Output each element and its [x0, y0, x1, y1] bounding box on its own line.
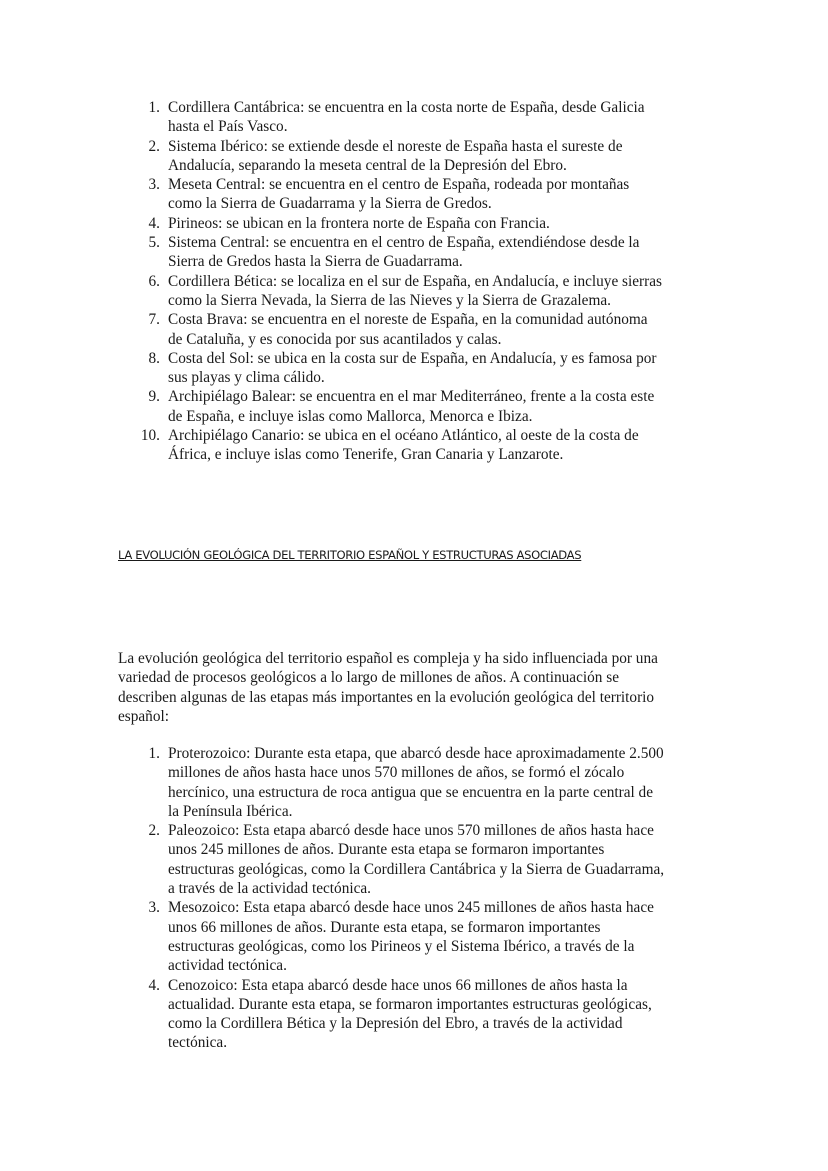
list-item	[118, 175, 738, 214]
list-number: 4.	[148, 976, 160, 994]
list-number: 1.	[148, 745, 160, 762]
list-item-text: actividad tectónica.	[168, 957, 287, 975]
list-item	[118, 426, 738, 465]
list-item	[118, 976, 738, 1053]
list-number: 3.	[148, 899, 160, 917]
list-item-text: Proterozoico: Durante esta etapa, que abarcó desde hace aproximadamente 2.500	[168, 745, 664, 762]
list-item-text: Cenozoico: Esta etapa abarcó desde hace unos 66 millones de años hasta la	[168, 976, 628, 994]
list-item	[118, 821, 738, 898]
list-item-text: hercínico, una estructura de roca antigua que se encuentra en la parte central de	[168, 783, 653, 801]
list-item-text: millones de años hasta hace unos 570 millones de años, se formó el zócalo	[168, 764, 625, 782]
list-number: 1.	[148, 99, 160, 116]
list-item-text: Sistema Ibérico: se extiende desde el noreste de España hasta el sureste de	[168, 137, 623, 155]
list-item-text: de España, e incluye islas como Mallorca, Menorca e Ibiza.	[168, 407, 533, 425]
list-item-text: estructuras geológicas, como la Cordillera Cantábrica y la Sierra de Guadarrama,	[168, 860, 665, 878]
paragraph-line: español:	[118, 707, 169, 725]
geological-eras-list	[118, 744, 738, 1053]
list-item	[118, 387, 738, 426]
list-item-text: actualidad. Durante esta etapa, se formaron importantes estructuras geológicas,	[168, 995, 652, 1013]
list-item	[118, 272, 738, 311]
list-number: 3.	[148, 176, 160, 194]
list-item-text: Costa del Sol: se ubica en la costa sur de España, en Andalucía, y es famosa por	[168, 349, 657, 367]
list-item-text: Pirineos: se ubican en la frontera norte de España con Francia.	[168, 214, 550, 232]
list-number: 4.	[148, 214, 160, 232]
list-item	[118, 98, 738, 137]
list-item-text: Sierra de Gredos hasta la Sierra de Guadarrama.	[168, 253, 463, 271]
intro-paragraph	[118, 649, 738, 726]
list-item-text: sus playas y clima cálido.	[168, 369, 325, 387]
list-number: 2.	[148, 822, 160, 840]
list-item-text: Sistema Central: se encuentra en el centro de España, extendiéndose desde la	[168, 234, 640, 252]
list-number: 6.	[148, 272, 160, 290]
list-item	[118, 137, 738, 176]
list-item-text: como la Sierra Nevada, la Sierra de las Nieves y la Sierra de Grazalema.	[168, 291, 611, 309]
list-item	[118, 349, 738, 388]
paragraph-line: La evolución geológica del territorio español es compleja y ha sido influenciada por una	[118, 650, 658, 667]
list-number: 7.	[148, 311, 160, 329]
list-item-text: Cordillera Bética: se localiza en el sur de España, en Andalucía, e incluye sierras	[168, 272, 662, 290]
list-item	[118, 310, 738, 349]
list-item	[118, 214, 738, 233]
list-item-text: a través de la actividad tectónica.	[168, 880, 372, 898]
paragraph-line: describen algunas de las etapas más importantes en la evolución geológica del territorio	[118, 688, 655, 706]
list-item	[118, 744, 738, 821]
list-item-text: Archipiélago Canario: se ubica en el océano Atlántico, al oeste de la costa de	[168, 427, 639, 445]
list-item-text: Costa Brava: se encuentra en el noreste de España, en la comunidad autónoma	[168, 311, 648, 329]
list-item	[118, 233, 738, 272]
list-item-text: unos 66 millones de años. Durante esta etapa, se formaron importantes	[168, 918, 601, 936]
list-number: 5.	[148, 234, 160, 252]
list-item-text: estructuras geológicas, como los Pirineos y el Sistema Ibérico, a través de la	[168, 937, 635, 955]
list-item-text: como la Cordillera Bética y la Depresión del Ebro, a través de la actividad	[168, 1015, 623, 1033]
list-item-text: Mesozoico: Esta etapa abarcó desde hace unos 245 millones de años hasta hace	[168, 899, 654, 917]
geographic-features-list	[118, 98, 738, 465]
list-item-text: hasta el País Vasco.	[168, 118, 288, 136]
list-item-text: Meseta Central: se encuentra en el centro de España, rodeada por montañas	[168, 176, 630, 194]
list-item-text: de Cataluña, y es conocida por sus acantilados y calas.	[168, 330, 502, 348]
list-item-text: Cordillera Cantábrica: se encuentra en la costa norte de España, desde Galicia	[168, 99, 645, 116]
list-item-text: la Península Ibérica.	[168, 802, 293, 820]
list-number: 2.	[148, 137, 160, 155]
list-item-text: tectónica.	[168, 1034, 228, 1052]
list-number: 9.	[148, 388, 160, 406]
section-heading: LA EVOLUCIÓN GEOLÓGICA DEL TERRITORIO ESPAÑOL Y ESTRUCTURAS ASOCIADAS	[118, 548, 582, 562]
list-number: 8.	[148, 349, 160, 367]
list-number: 10.	[140, 427, 160, 445]
list-item-text: Archipiélago Balear: se encuentra en el mar Mediterráneo, frente a la costa este	[168, 388, 655, 406]
list-item-text: Andalucía, separando la meseta central de la Depresión del Ebro.	[168, 156, 567, 174]
list-item	[118, 898, 738, 975]
list-item-text: África, e incluye islas como Tenerife, Gran Canaria y Lanzarote.	[168, 446, 564, 464]
list-item-text: como la Sierra de Guadarrama y la Sierra de Gredos.	[168, 195, 492, 213]
list-item-text: Paleozoico: Esta etapa abarcó desde hace unos 570 millones de años hasta hace	[168, 822, 654, 840]
list-item-text: unos 245 millones de años. Durante esta etapa se formaron importantes	[168, 841, 605, 859]
paragraph-line: variedad de procesos geológicos a lo largo de millones de años. A continuación se	[118, 669, 619, 687]
